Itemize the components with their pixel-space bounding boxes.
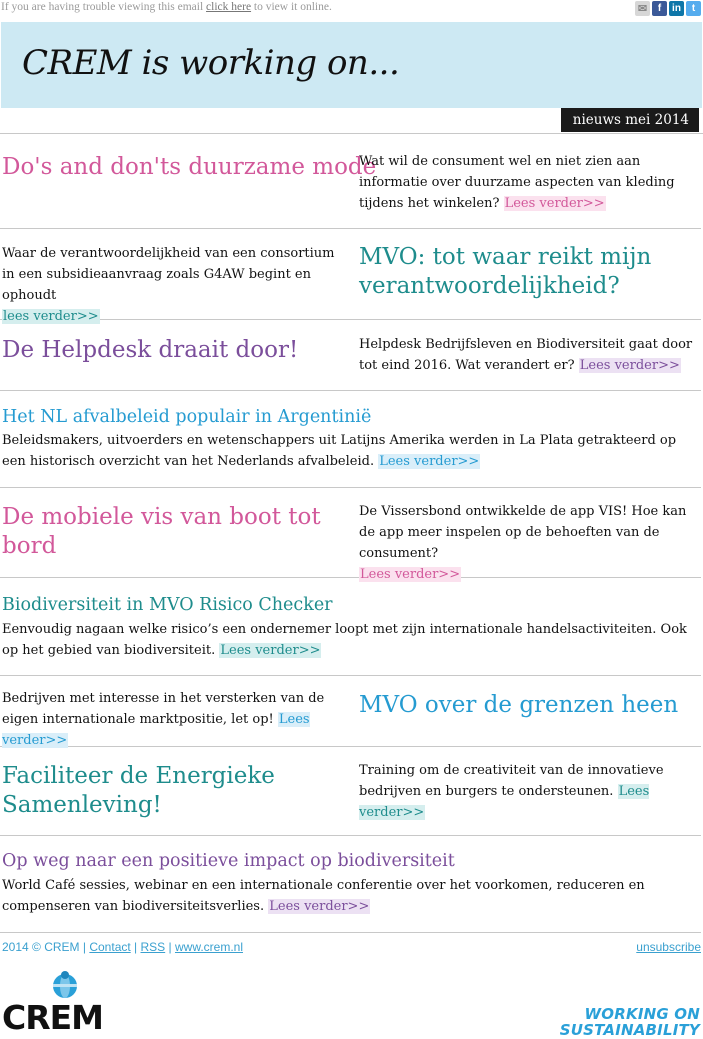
- article-energieke-samenleving: [0, 747, 701, 836]
- issue-date-badge: nieuws mei 2014: [561, 108, 699, 132]
- article-summary: [359, 334, 699, 376]
- unsubscribe-wrap: [636, 940, 701, 954]
- article-title[interactable]: MVO: tot waar reikt mijn verantwoordelijkheid?: [359, 244, 652, 299]
- read-more-link[interactable]: Lees verder>>: [504, 196, 605, 211]
- read-more-link[interactable]: Lees verder>>: [269, 899, 370, 914]
- article-title[interactable]: De mobiele vis van boot tot bord: [2, 504, 321, 559]
- article-text: Bedrijven met interesse in het versterken van de eigen internationale marktpositie, let op!: [2, 691, 325, 727]
- top-bar: [0, 0, 703, 20]
- article-summary: [2, 430, 692, 472]
- share-icons: [635, 1, 701, 16]
- article-title[interactable]: De Helpdesk draait door!: [2, 337, 299, 363]
- article-mvo-risico-checker: [0, 578, 701, 676]
- article-title[interactable]: Do's and don'ts duurzame mode: [2, 154, 377, 180]
- article-summary: [2, 243, 342, 327]
- article-text: World Café sessies, webinar en een internationale conferentie over het voorkomen, reduceren en compenseren van biodiversiteitsverlies.: [2, 878, 645, 914]
- read-more-link[interactable]: Lees verder>>: [579, 358, 680, 373]
- separator: |: [165, 940, 175, 954]
- article-summary: [359, 151, 699, 214]
- read-more-link[interactable]: Lees verder>>: [360, 567, 461, 582]
- read-more-link[interactable]: Lees verder>>: [2, 712, 310, 748]
- issue-bar: [0, 108, 703, 134]
- article-helpdesk: [0, 320, 701, 391]
- article-text: Wat wil de consument wel en niet zien aan informatie over duurzame aspecten van kleding tijdens het winkelen?: [359, 154, 675, 211]
- mail-icon[interactable]: ✉: [635, 1, 650, 16]
- facebook-icon[interactable]: f: [652, 1, 667, 16]
- read-more-link[interactable]: Lees verder>>: [220, 643, 321, 658]
- newsletter-title: CREM is working on...: [22, 43, 400, 83]
- article-afvalbeleid: [0, 391, 701, 488]
- article-mobiele-vis: [0, 488, 701, 582]
- article-text: De Vissersbond ontwikkelde de app VIS! Hoe kan de app meer inspelen op de behoeften van de consument?: [359, 504, 687, 561]
- article-text: Waar de verantwoordelijkheid van een consortium in een subsidieaanvraag zoals G4AW begint en ophoudt: [2, 246, 335, 303]
- view-online-link[interactable]: click here: [206, 1, 252, 13]
- unsubscribe-link[interactable]: unsubscribe: [636, 940, 701, 954]
- article-summary: [359, 760, 701, 823]
- article-summary: [2, 619, 692, 661]
- article-mvo-verantwoordelijkheid: [0, 229, 701, 324]
- linkedin-icon[interactable]: in: [669, 1, 684, 16]
- separator: |: [79, 940, 90, 954]
- rss-link[interactable]: RSS: [140, 940, 166, 954]
- read-more-link[interactable]: Lees verder>>: [359, 784, 650, 820]
- contact-link[interactable]: Contact: [89, 940, 131, 954]
- trouble-prefix: If you are having trouble viewing this email: [1, 1, 207, 13]
- trouble-suffix: to view it online.: [251, 1, 332, 13]
- article-title[interactable]: Het NL afvalbeleid populair in Argentinië: [2, 407, 372, 427]
- article-text: Helpdesk Bedrijfsleven en Biodiversiteit gaat door tot eind 2016. Wat verandert er?: [359, 337, 693, 373]
- article-summary: [359, 501, 701, 585]
- globe-icon: [52, 970, 78, 1000]
- crem-logo[interactable]: [2, 970, 114, 1037]
- read-more-link[interactable]: Lees verder>>: [379, 454, 480, 469]
- separator: |: [130, 940, 141, 954]
- article-summary: [2, 688, 347, 751]
- article-text: Eenvoudig nagaan welke risico’s een ondernemer loopt met zijn internationale handelsactiviteiten. Ook op het gebied van biodiversiteit.: [2, 622, 687, 658]
- twitter-icon[interactable]: t: [686, 1, 701, 16]
- article-text: Beleidsmakers, uitvoerders en wetenschappers uit Latijns Amerika werden in La Plata getrakteerd op een historisch overzicht van het Nederlands afvalbeleid.: [2, 433, 677, 469]
- footer: [0, 938, 703, 958]
- slogan-line-1: WORKING ON: [584, 1005, 700, 1023]
- article-positieve-impact: [0, 836, 701, 933]
- article-title[interactable]: Faciliteer de Energieke Samenleving!: [2, 763, 275, 818]
- article-title[interactable]: MVO over de grenzen heen: [359, 692, 679, 718]
- crem-wordmark: CREM: [2, 998, 104, 1037]
- article-mvo-grenzen: [0, 676, 701, 747]
- copyright: 2014 © CREM: [2, 940, 80, 954]
- trouble-notice: [1, 1, 332, 13]
- footer-links: [2, 940, 243, 954]
- article-title[interactable]: Biodiversiteit in MVO Risico Checker: [2, 595, 333, 615]
- newsletter-banner: [1, 22, 702, 108]
- working-on-sustainability-slogan: [560, 1006, 700, 1038]
- article-summary: [2, 875, 697, 917]
- article-text: Training om de creativiteit van de innovatieve bedrijven en burgers te ondersteunen.: [359, 763, 664, 799]
- slogan-line-2: SUSTAINABILITY: [559, 1021, 700, 1039]
- article-title[interactable]: Op weg naar een positieve impact op biodiversiteit: [2, 851, 455, 871]
- website-link[interactable]: www.crem.nl: [174, 940, 243, 954]
- article-duurzame-mode: [0, 134, 701, 229]
- read-more-link[interactable]: lees verder>>: [3, 309, 99, 324]
